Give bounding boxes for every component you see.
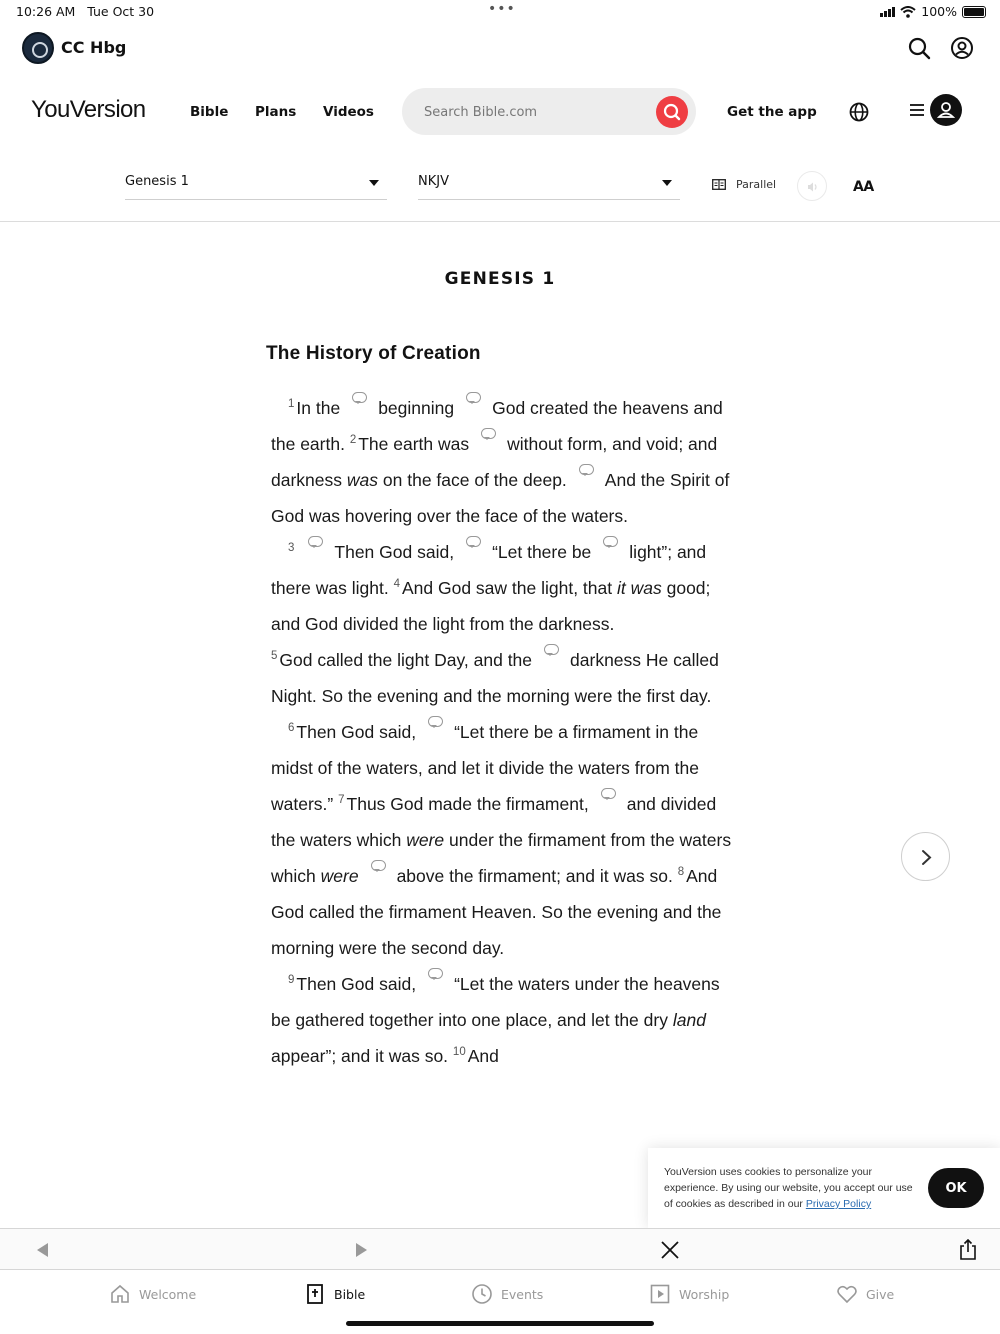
wifi-icon <box>900 6 916 18</box>
verse-9[interactable]: Then God said, <box>296 974 417 994</box>
chevron-down-icon <box>662 180 672 186</box>
verse-4[interactable]: And God saw the light, that <box>401 578 613 598</box>
chevron-down-icon <box>369 180 379 186</box>
user-icon <box>930 94 962 126</box>
verse-text <box>271 390 733 1074</box>
tab-worship[interactable] <box>649 1283 729 1305</box>
verse-7-italic[interactable]: were <box>320 866 359 886</box>
verse-7[interactable]: Thus God made the firmament, <box>346 794 589 814</box>
footnote-icon[interactable] <box>460 392 486 406</box>
search-bar <box>402 88 696 135</box>
verse-4[interactable]: good; and God divided the light from the darkness. <box>271 578 711 634</box>
verse-number: 1 <box>288 398 295 411</box>
font-size-button[interactable]: AA <box>853 179 874 195</box>
verse-number: 10 <box>452 1046 466 1059</box>
home-icon <box>109 1283 131 1305</box>
tab-bar <box>0 1271 1000 1334</box>
church-logo-icon <box>22 32 54 64</box>
tab-label: Bible <box>334 1286 366 1302</box>
get-app-link[interactable]: Get the app <box>727 104 817 120</box>
footnote-icon[interactable] <box>597 536 623 550</box>
battery-icon <box>962 6 986 18</box>
verse-9-italic[interactable]: land <box>672 1010 706 1030</box>
footnote-icon[interactable] <box>365 860 391 874</box>
parallel-icon <box>712 179 726 190</box>
verse-7-italic[interactable]: were <box>406 830 445 850</box>
verse-2[interactable]: And the Spirit of God was hovering over the face of the waters. <box>271 470 730 526</box>
close-icon[interactable] <box>659 1239 681 1261</box>
forward-arrow-icon[interactable] <box>350 1239 372 1261</box>
menu-button[interactable] <box>906 94 962 128</box>
verse-number: 4 <box>393 578 400 591</box>
browser-toolbar <box>0 1228 1000 1270</box>
youversion-logo[interactable]: YouVersion <box>31 96 146 123</box>
tab-label: Welcome <box>139 1286 197 1302</box>
footnote-icon[interactable] <box>573 464 599 478</box>
battery-percent: 100% <box>921 4 957 19</box>
tab-bible[interactable] <box>304 1283 365 1305</box>
tab-welcome[interactable] <box>109 1283 196 1305</box>
search-icon <box>656 96 688 128</box>
verse-8[interactable]: And God called the firmament Heaven. So the evening and the morning were the second day. <box>271 866 722 958</box>
home-indicator <box>346 1321 654 1326</box>
parallel-label: Parallel <box>736 178 777 191</box>
verse-1[interactable]: beginning <box>378 398 455 418</box>
back-arrow-icon[interactable] <box>32 1239 54 1261</box>
footnote-icon[interactable] <box>422 716 448 730</box>
privacy-policy-link[interactable]: Privacy Policy <box>805 1198 872 1210</box>
book-chapter-select[interactable] <box>125 168 387 200</box>
site-nav <box>0 86 1000 138</box>
signal-icon <box>880 7 895 17</box>
chevron-right-icon <box>902 833 951 882</box>
verse-9[interactable]: “Let the waters under the heavens be gathered together into one place, and let the dry <box>271 974 720 1030</box>
verse-7[interactable]: above the firmament; and it was so. <box>396 866 673 886</box>
verse-4-italic[interactable]: it was <box>617 578 662 598</box>
paragraph <box>271 642 733 714</box>
verse-7[interactable]: and divided the waters which <box>271 794 717 850</box>
speaker-icon <box>798 172 828 202</box>
verse-number: 6 <box>288 722 295 735</box>
tab-label: Events <box>501 1286 544 1302</box>
version-value: NKJV <box>418 174 449 189</box>
section-heading: The History of Creation <box>266 343 481 364</box>
paragraph <box>271 966 733 1074</box>
hamburger-icon <box>910 103 924 117</box>
bible-reader <box>0 222 1000 1227</box>
clock-icon <box>471 1283 493 1305</box>
parallel-button[interactable] <box>712 178 776 191</box>
cookie-ok-button[interactable]: OK <box>928 1168 984 1208</box>
verse-number: 7 <box>338 794 345 807</box>
verse-number: 3 <box>288 542 295 555</box>
verse-number: 9 <box>288 974 295 987</box>
version-select[interactable] <box>418 168 680 200</box>
paragraph <box>271 390 733 534</box>
nav-link-plans[interactable]: Plans <box>255 104 297 120</box>
audio-button[interactable] <box>797 171 827 201</box>
verse-5[interactable]: darkness He called Night. So the evening and the morning were the first day. <box>271 650 719 706</box>
footnote-icon[interactable] <box>460 536 486 550</box>
footnote-icon[interactable] <box>538 644 564 658</box>
status-bar <box>0 0 1000 24</box>
globe-icon[interactable] <box>849 102 869 122</box>
account-icon[interactable] <box>950 36 974 60</box>
multitask-dots-icon[interactable]: ••• <box>488 1 516 17</box>
verse-7[interactable]: under the firmament from the waters which <box>271 830 732 886</box>
chapter-toolbar <box>0 160 1000 222</box>
verse-1[interactable]: In the <box>296 398 341 418</box>
verse-6[interactable]: “Let there be a firmament in the midst of the waters, and let it divide the waters from the waters.” <box>271 722 699 814</box>
cookie-banner <box>648 1148 1000 1228</box>
verse-9[interactable]: appear”; and it was so. <box>271 1046 449 1066</box>
verse-number: 2 <box>349 434 357 447</box>
tab-give[interactable] <box>836 1283 894 1305</box>
search-input[interactable] <box>424 100 644 124</box>
tab-label: Worship <box>679 1286 730 1302</box>
tab-events[interactable] <box>471 1283 543 1305</box>
app-header <box>0 28 1000 72</box>
share-icon[interactable] <box>957 1239 979 1261</box>
avatar <box>930 94 962 126</box>
verse-6[interactable]: Then God said, <box>296 722 417 742</box>
status-right <box>880 4 986 19</box>
bible-icon <box>304 1283 326 1305</box>
play-icon <box>649 1283 671 1305</box>
search-button[interactable] <box>656 96 688 128</box>
verse-2[interactable]: without form, and void; and darkness <box>271 434 718 490</box>
paragraph <box>271 534 733 642</box>
verse-number: 5 <box>271 650 278 663</box>
footnote-icon[interactable] <box>346 392 372 406</box>
footnote-icon[interactable] <box>422 968 448 982</box>
verse-5[interactable]: God called the light Day, and the <box>279 650 533 670</box>
verse-2[interactable]: on the face of the deep. <box>382 470 567 490</box>
next-chapter-button[interactable] <box>901 832 950 881</box>
book-chapter-value: Genesis 1 <box>125 174 189 189</box>
verse-3[interactable]: light”; and there was light. <box>271 542 707 598</box>
verse-1[interactable]: God created the heavens and the earth. <box>271 398 723 454</box>
verse-2[interactable]: The earth was <box>358 434 470 454</box>
footnote-icon[interactable] <box>595 788 621 802</box>
heart-icon <box>836 1283 858 1305</box>
cookie-message: YouVersion uses cookies to personalize your experience. By using our website, you accept our use of cookies as described in our Privacy Policy <box>664 1166 913 1210</box>
verse-2-italic[interactable]: was <box>346 470 379 490</box>
footnote-icon[interactable] <box>475 428 501 442</box>
nav-link-bible[interactable]: Bible <box>190 104 229 120</box>
verse-number: 8 <box>677 866 685 879</box>
verse-3[interactable]: “Let there be <box>492 542 592 562</box>
nav-link-videos[interactable]: Videos <box>323 104 374 120</box>
chapter-title: GENESIS 1 <box>444 269 556 289</box>
verse-3[interactable]: Then God said, <box>334 542 455 562</box>
verse-10[interactable]: And <box>467 1046 499 1066</box>
status-time: 10:26 AM Tue Oct 30 <box>16 4 155 19</box>
tab-label: Give <box>866 1286 895 1302</box>
paragraph <box>271 714 733 966</box>
search-icon[interactable] <box>907 36 931 60</box>
app-name: CC Hbg <box>61 38 127 57</box>
footnote-icon[interactable] <box>302 536 328 550</box>
